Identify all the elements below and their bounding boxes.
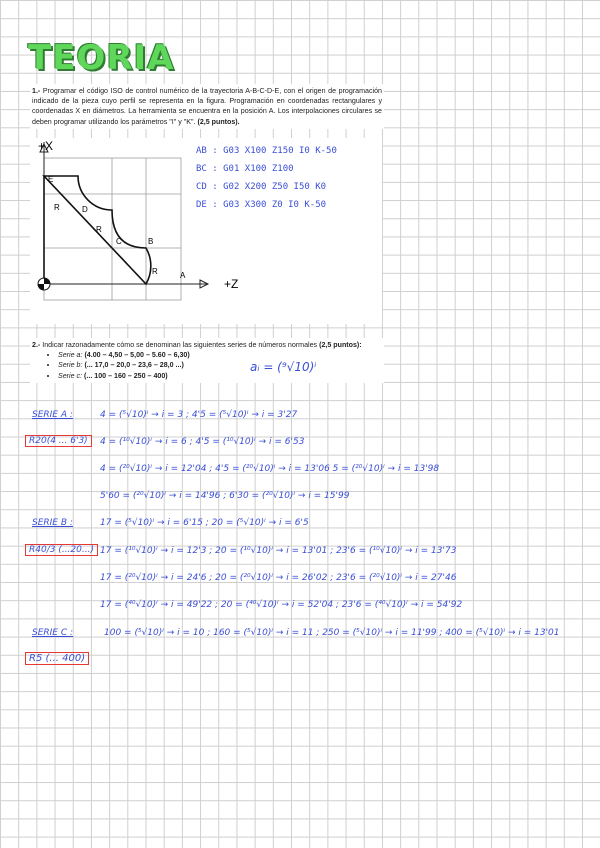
q1-number: 1.-	[32, 87, 41, 95]
point-D-label: D	[82, 205, 88, 214]
gcode-line: DE : G03 X300 Z0 I0 K-50	[196, 200, 327, 210]
series-line: 100 = (⁵√10)ⁱ → i = 10 ; 160 = (⁵√10)ⁱ → i = 11 ; 250 = (⁵√10)ⁱ → i = 11'99 ; 400 = (⁵√10)ⁱ → i = 13'01	[104, 628, 560, 638]
q2-number: 2.-	[32, 341, 41, 349]
series-line: 17 = (²⁰√10)ⁱ → i = 24'6 ; 20 = (²⁰√10)ⁱ → i = 26'02 ; 23'6 = (²⁰√10)ⁱ → i = 27'46	[100, 573, 457, 583]
gcode-line: CD : G02 X200 Z50 I50 K0	[196, 182, 327, 192]
list-item: • Serie b: (... 17,0 – 20,0 – 23,6 – 28,0 ...)	[58, 360, 382, 370]
serie-b-label: SERIE B :	[32, 518, 73, 528]
point-E-label: E	[48, 175, 54, 184]
axis-z-label: +Z	[224, 277, 239, 291]
serie-c-result: R5 (... 400)	[25, 652, 89, 665]
question-2	[30, 338, 384, 383]
radius-label-3: R	[152, 267, 158, 276]
q2-points: (2,5 puntos):	[319, 341, 362, 349]
series-line: 17 = (¹⁰√10)ⁱ → i = 12'3 ; 20 = (¹⁰√10)ⁱ → i = 13'01 ; 23'6 = (¹⁰√10)ⁱ → i = 13'73	[100, 546, 457, 556]
gcode-block	[196, 146, 337, 210]
q1-text: Programar el código ISO de control numérico de la trayectoria A-B-C-D-E, con el origen de programación indicado de la pieza cuyo perfil se representa en la figura. Programación en coordenadas rectangulares y coordenadas X en diámetros. La herramienta se encuentra en la posición A. Los interpolaciones circulares se deben programar utilizando los parámetros "I" y "K".	[32, 87, 382, 126]
radius-label-1: R	[54, 203, 60, 212]
q1-points: (2,5 puntos).	[197, 117, 240, 126]
serie-b-result: R40/3 (...20...)	[25, 544, 98, 556]
point-C-label: C	[116, 237, 122, 246]
gcode-line: BC : G01 X100 Z100	[196, 164, 294, 174]
q2-text: Indicar razonadamente cómo se denominan las siguientes series de números normales	[42, 341, 318, 349]
series-line: 5'60 = (²⁰√10)ⁱ → i = 14'96 ; 6'30 = (²⁰√10)ⁱ → i = 15'99	[100, 491, 350, 501]
series-list	[32, 350, 382, 381]
radius-label-2: R	[96, 225, 102, 234]
gcode-line: AB : G03 X100 Z150 I0 K-50	[196, 146, 337, 156]
serie-a-label: SERIE A :	[32, 410, 73, 420]
series-line: 17 = (⁵√10)ⁱ → i = 6'15 ; 20 = (⁵√10)ⁱ → i = 6'5	[100, 518, 309, 528]
question-1	[30, 84, 384, 129]
serie-a-result: R20(4 ... 6'3)	[25, 435, 92, 447]
page-title: TEORIA	[28, 38, 175, 78]
series-line: 4 = (⁵√10)ⁱ → i = 3 ; 4'5 = (⁵√10)ⁱ → i = 3'27	[100, 410, 298, 420]
point-B-label: B	[148, 237, 154, 246]
series-line: 4 = (²⁰√10)ⁱ → i = 12'04 ; 4'5 = (²⁰√10)ⁱ → i = 13'06 5 = (²⁰√10)ⁱ → i = 13'98	[100, 464, 440, 474]
list-item: • Serie c: (... 100 – 160 – 250 – 400)	[58, 371, 382, 381]
list-item: • Serie a: (4.00 – 4,50 – 5,00 – 5.60 – 6,30)	[58, 350, 382, 360]
point-A-label: A	[180, 271, 186, 280]
series-line: 4 = (¹⁰√10)ⁱ → i = 6 ; 4'5 = (¹⁰√10)ⁱ → i = 6'53	[100, 437, 305, 447]
axis-x-label: +X	[38, 139, 54, 153]
serie-c-label: SERIE C :	[32, 628, 74, 638]
series-line: 17 = (⁴⁰√10)ⁱ → i = 49'22 ; 20 = (⁴⁰√10)ⁱ → i = 52'04 ; 23'6 = (⁴⁰√10)ⁱ → i = 54'92	[100, 600, 463, 610]
formula: aᵢ = (⁹√10)ⁱ	[250, 360, 317, 374]
figure-grid-frame	[44, 158, 181, 300]
